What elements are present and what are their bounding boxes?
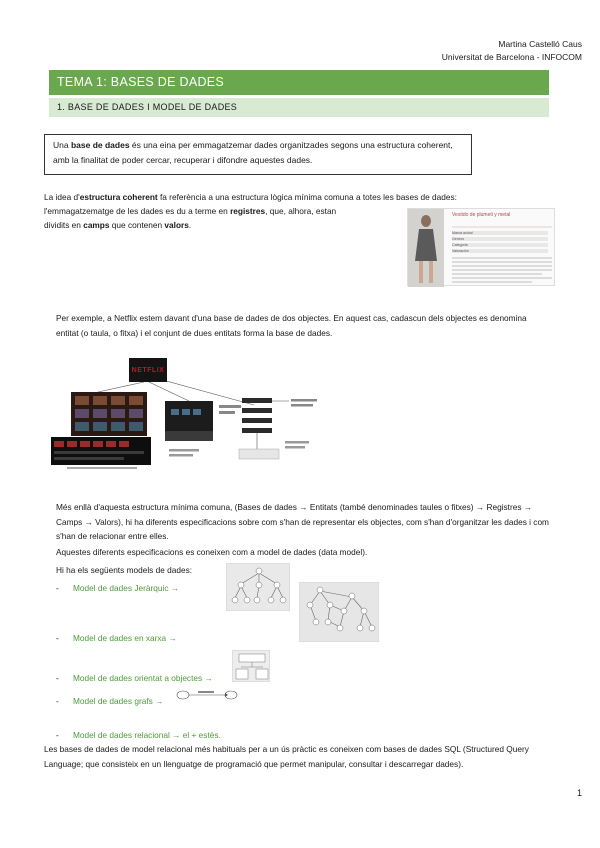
model-label: Model de dades orientat a objectes →: [73, 673, 213, 683]
definition-box: [44, 134, 472, 175]
list-dash: -: [56, 633, 59, 643]
netflix-diagram-illustration: [49, 349, 367, 470]
product-title: Vestido de plumeti y metal: [452, 212, 511, 218]
product-field: Marca actual: [452, 231, 473, 235]
netflix-example-paragraph: Per exemple, a Netflix estem davant d'una base de dades de dos objectes. En aquest cas, cadascun dels objectes es denomina entitat (o taula, o fitxa) i el conjunt de dues entitats forma la base de dades.: [56, 313, 527, 338]
models-lead: Hi ha els següents models de dades:: [56, 565, 193, 575]
model-label: Model de dades en xarxa →: [73, 633, 177, 643]
structure-text: dividits en: [44, 220, 84, 230]
model-item-network: [56, 632, 177, 644]
structure-text: que contenen: [109, 220, 165, 230]
product-fields: [452, 230, 473, 254]
model-item-hierarchical: [56, 582, 179, 594]
model-item-graph: [56, 695, 163, 707]
structure-text: La idea d': [44, 192, 80, 202]
product-field: Valoración: [452, 249, 469, 253]
graph-model-diagram: [176, 688, 238, 702]
hierarchy-paragraph: Més enllà d'aquesta estructura mínima comuna, (Bases de dades → Entitats (també denominades taules o fitxes) → Registres → Camps → Valors), hi ha diferents especificacions sobre com s'han de representar els objectes, com s'han d'organitzar les dades i com s'han de relacionar entre elles.: [56, 502, 549, 541]
hierarchical-model-diagram: [226, 563, 290, 611]
product-field: Categoria: [452, 243, 468, 247]
graph-illustration: [176, 688, 238, 702]
data-model-intro: Aquestes diferents especificacions es coneixen com a model de dades (data model).: [56, 547, 368, 557]
structure-text: , que, alhora, estan: [265, 206, 337, 216]
model-item-object: [56, 672, 213, 684]
object-illustration: [233, 651, 271, 683]
section-title: 1. BASE DE DADES I MODEL DE DADES: [49, 98, 549, 117]
product-illustration: [408, 209, 556, 287]
list-dash: -: [56, 673, 59, 683]
network-model-diagram: [299, 582, 379, 642]
netflix-logo: NETFLIX: [129, 358, 167, 382]
structure-paragraph-line2: [44, 204, 404, 219]
chapter-title: TEMA 1: BASES DE DADES: [49, 70, 549, 95]
product-field: Genero: [452, 237, 464, 241]
registres-term: registres: [230, 206, 266, 216]
model-label: Model de dades grafs →: [73, 696, 164, 706]
valors-term: valors: [164, 220, 189, 230]
list-dash: -: [56, 696, 59, 706]
conclusion-paragraph: Les bases de dades de model relacional més habituals per a un ús pràctic es coneixen com bases de dades SQL (Structured Query Language; que consisteix en un llenguatge de programació que permet manipular, consultar i descarregar dades).: [44, 744, 529, 769]
institution-name: Universitat de Barcelona - INFOCOM: [441, 52, 582, 62]
structure-text: fa referència a una estructura lògica mínima comuna a totes les bases de dades:: [157, 192, 457, 202]
definition-text-2: és una eina per emmagatzemar dades organitzades segons una estructura coherent, amb la finalitat de poder cercar, recuperar i difondre aquestes dades.: [53, 140, 453, 165]
list-dash: -: [56, 730, 59, 740]
structure-text: l'emmagatzematge de les dades es du a terme en: [44, 206, 231, 216]
product-record-image: [407, 208, 555, 286]
model-label: Model de dades relacional → el + estès.: [73, 730, 221, 740]
model-label: Model de dades Jeràrquic →: [73, 583, 180, 593]
network-illustration: [300, 583, 380, 643]
camps-term: camps: [83, 220, 110, 230]
author-name: Martina Castelló Caus: [498, 39, 582, 49]
model-item-relational: [56, 729, 221, 741]
structure-term: estructura coherent: [79, 192, 158, 202]
list-dash: -: [56, 583, 59, 593]
definition-text-1: Una: [53, 140, 71, 150]
page-number: 1: [576, 788, 582, 798]
structure-paragraph-line1: [44, 190, 544, 205]
structure-paragraph-line3: [44, 218, 404, 233]
object-model-diagram: [232, 650, 270, 682]
tree-illustration: [227, 564, 291, 612]
structure-text: .: [188, 220, 192, 230]
netflix-database-diagram: [49, 349, 367, 470]
definition-term: base de dades: [70, 140, 130, 150]
